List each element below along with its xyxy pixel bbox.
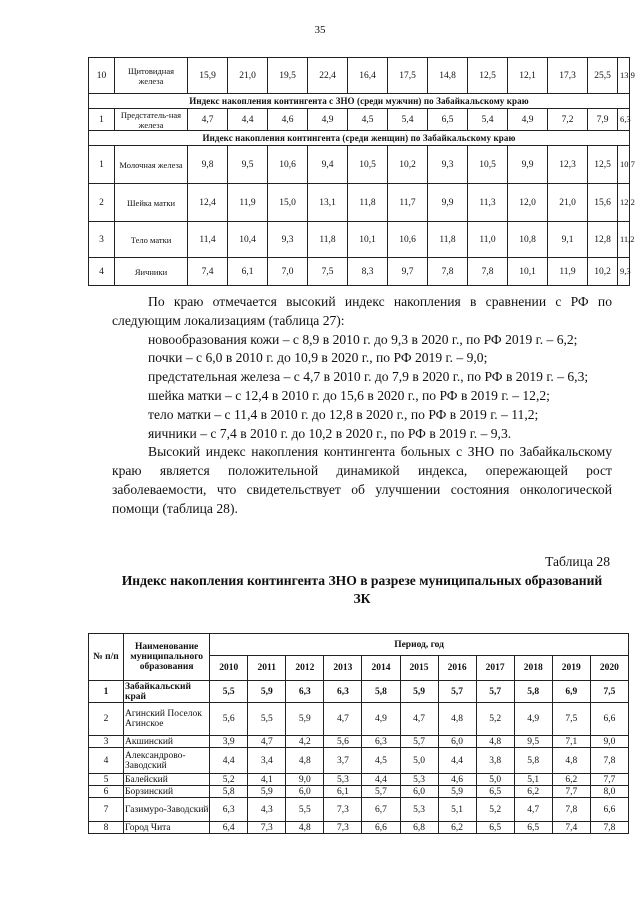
value-cell: 6,6 bbox=[590, 703, 628, 736]
value-cell: 5,6 bbox=[324, 736, 362, 748]
page-number: 35 bbox=[314, 24, 326, 36]
row-name: Шейка матки bbox=[115, 184, 188, 222]
table-row bbox=[89, 222, 630, 258]
value-cell: 3,4 bbox=[248, 748, 286, 774]
value-cell: 10,6 bbox=[388, 222, 428, 258]
value-cell: 3,7 bbox=[324, 748, 362, 774]
table-row bbox=[89, 184, 630, 222]
value-cell: 7,8 bbox=[428, 258, 468, 286]
value-cell: 5,7 bbox=[476, 681, 514, 703]
rf-value-cell: 13,9 bbox=[618, 58, 630, 94]
value-cell: 9,3 bbox=[268, 222, 308, 258]
value-cell: 6,5 bbox=[514, 822, 552, 834]
value-cell: 5,1 bbox=[514, 774, 552, 786]
value-cell: 21,0 bbox=[228, 58, 268, 94]
year-header: 2017 bbox=[476, 656, 514, 681]
value-cell: 5,9 bbox=[248, 681, 286, 703]
table-row bbox=[89, 703, 629, 736]
value-cell: 12,5 bbox=[468, 58, 508, 94]
header-name: Наименование муниципального образования bbox=[124, 634, 210, 681]
value-cell: 17,3 bbox=[548, 58, 588, 94]
section-title: Индекс накопления контингента с ЗНО (среди мужчин) по Забайкальскому краю bbox=[89, 94, 630, 109]
table-row bbox=[89, 798, 629, 822]
row-number: 1 bbox=[89, 109, 115, 131]
value-cell: 9,9 bbox=[508, 146, 548, 184]
value-cell: 4,4 bbox=[210, 748, 248, 774]
value-cell: 12,5 bbox=[588, 146, 618, 184]
value-cell: 7,3 bbox=[324, 798, 362, 822]
value-cell: 4,5 bbox=[362, 748, 400, 774]
value-cell: 5,9 bbox=[248, 786, 286, 798]
value-cell: 4,9 bbox=[362, 703, 400, 736]
value-cell: 4,9 bbox=[308, 109, 348, 131]
value-cell: 7,5 bbox=[308, 258, 348, 286]
value-cell: 4,7 bbox=[324, 703, 362, 736]
value-cell: 4,4 bbox=[362, 774, 400, 786]
value-cell: 9,9 bbox=[428, 184, 468, 222]
year-header: 2010 bbox=[210, 656, 248, 681]
value-cell: 7,9 bbox=[588, 109, 618, 131]
table-row bbox=[89, 681, 629, 703]
value-cell: 8,3 bbox=[348, 258, 388, 286]
row-name: Борзинский bbox=[124, 786, 210, 798]
table-heading: Индекс накопления контингента ЗНО в разрезе муниципальных образований ЗК bbox=[121, 573, 603, 606]
rf-value-cell: 6,3 bbox=[618, 109, 630, 131]
year-header: 2013 bbox=[324, 656, 362, 681]
value-cell: 9,7 bbox=[388, 258, 428, 286]
table-row bbox=[89, 774, 629, 786]
value-cell: 5,6 bbox=[210, 703, 248, 736]
paragraph: тело матки – с 11,4 в 2010 г. до 12,8 в 2020 г., по РФ в 2019 г. – 11,2; bbox=[148, 406, 539, 422]
value-cell: 12,8 bbox=[588, 222, 618, 258]
value-cell: 11,0 bbox=[468, 222, 508, 258]
value-cell: 6,7 bbox=[362, 798, 400, 822]
value-cell: 6,2 bbox=[438, 822, 476, 834]
value-cell: 14,8 bbox=[428, 58, 468, 94]
value-cell: 11,8 bbox=[348, 184, 388, 222]
table-row bbox=[89, 748, 629, 774]
value-cell: 6,2 bbox=[552, 774, 590, 786]
value-cell: 12,3 bbox=[548, 146, 588, 184]
row-number: 3 bbox=[89, 736, 124, 748]
value-cell: 5,9 bbox=[438, 786, 476, 798]
value-cell: 5,8 bbox=[362, 681, 400, 703]
value-cell: 11,9 bbox=[548, 258, 588, 286]
year-header: 2015 bbox=[400, 656, 438, 681]
value-cell: 15,9 bbox=[188, 58, 228, 94]
value-cell: 7,8 bbox=[590, 822, 628, 834]
table-row bbox=[89, 109, 630, 131]
value-cell: 6,1 bbox=[228, 258, 268, 286]
value-cell: 4,2 bbox=[286, 736, 324, 748]
value-cell: 6,5 bbox=[428, 109, 468, 131]
table-caption: Таблица 28 bbox=[545, 554, 610, 569]
row-name: Щитовидная железа bbox=[115, 58, 188, 94]
row-name: Тело матки bbox=[115, 222, 188, 258]
value-cell: 5,7 bbox=[438, 681, 476, 703]
value-cell: 9,3 bbox=[428, 146, 468, 184]
row-name: Яичники bbox=[115, 258, 188, 286]
value-cell: 11,8 bbox=[428, 222, 468, 258]
value-cell: 19,5 bbox=[268, 58, 308, 94]
row-number: 6 bbox=[89, 786, 124, 798]
value-cell: 4,5 bbox=[348, 109, 388, 131]
row-number: 4 bbox=[89, 258, 115, 286]
paragraph: предстательная железа – с 4,7 в 2010 г. до 7,9 в 2020 г., по РФ в 2019 г. – 6,3; bbox=[148, 369, 589, 385]
value-cell: 9,0 bbox=[286, 774, 324, 786]
value-cell: 5,8 bbox=[210, 786, 248, 798]
value-cell: 5,2 bbox=[210, 774, 248, 786]
value-cell: 9,0 bbox=[590, 736, 628, 748]
row-name: Газимуро-Заводский bbox=[124, 798, 210, 822]
row-name: Предстатель-ная железа bbox=[115, 109, 188, 131]
header-num: № п/п bbox=[89, 634, 124, 681]
rf-value-cell: 10.7 bbox=[618, 146, 630, 184]
value-cell: 4,6 bbox=[438, 774, 476, 786]
year-header: 2012 bbox=[286, 656, 324, 681]
value-cell: 12,0 bbox=[508, 184, 548, 222]
year-header: 2014 bbox=[362, 656, 400, 681]
value-cell: 6,0 bbox=[438, 736, 476, 748]
row-number: 2 bbox=[89, 184, 115, 222]
paragraph: новообразования кожи – с 8,9 в 2010 г. до 9,3 в 2020 г., по РФ 2019 г. – 6,2; bbox=[148, 331, 578, 347]
header-period: Период, год bbox=[210, 634, 629, 656]
table-row bbox=[89, 146, 630, 184]
value-cell: 5,3 bbox=[400, 774, 438, 786]
table-row bbox=[89, 786, 629, 798]
value-cell: 4,7 bbox=[248, 736, 286, 748]
value-cell: 13,1 bbox=[308, 184, 348, 222]
value-cell: 7,0 bbox=[268, 258, 308, 286]
row-number: 10 bbox=[89, 58, 115, 94]
value-cell: 10,1 bbox=[348, 222, 388, 258]
rf-value-cell: 9,3 bbox=[618, 258, 630, 286]
value-cell: 5,5 bbox=[248, 703, 286, 736]
municipal-index-table bbox=[88, 633, 629, 834]
year-header: 2018 bbox=[514, 656, 552, 681]
value-cell: 4,8 bbox=[438, 703, 476, 736]
value-cell: 6,3 bbox=[362, 736, 400, 748]
year-header: 2019 bbox=[552, 656, 590, 681]
value-cell: 7,4 bbox=[552, 822, 590, 834]
value-cell: 5,7 bbox=[400, 736, 438, 748]
value-cell: 9,1 bbox=[548, 222, 588, 258]
value-cell: 5,1 bbox=[438, 798, 476, 822]
row-number: 3 bbox=[89, 222, 115, 258]
value-cell: 6,3 bbox=[324, 681, 362, 703]
value-cell: 4,6 bbox=[268, 109, 308, 131]
value-cell: 3,9 bbox=[210, 736, 248, 748]
year-header: 2011 bbox=[248, 656, 286, 681]
value-cell: 9,5 bbox=[514, 736, 552, 748]
table-row bbox=[89, 736, 629, 748]
value-cell: 7,2 bbox=[548, 109, 588, 131]
value-cell: 4,7 bbox=[514, 798, 552, 822]
value-cell: 6,5 bbox=[476, 822, 514, 834]
value-cell: 4,9 bbox=[514, 703, 552, 736]
value-cell: 25,5 bbox=[588, 58, 618, 94]
value-cell: 9,8 bbox=[188, 146, 228, 184]
value-cell: 4,7 bbox=[188, 109, 228, 131]
value-cell: 5,3 bbox=[324, 774, 362, 786]
value-cell: 6,6 bbox=[362, 822, 400, 834]
value-cell: 10,6 bbox=[268, 146, 308, 184]
value-cell: 4,9 bbox=[508, 109, 548, 131]
value-cell: 7,8 bbox=[590, 748, 628, 774]
table-row bbox=[89, 258, 630, 286]
paragraph: По краю отмечается высокий индекс накопления в сравнении с РФ по следующим локализациям (таблица 27): bbox=[112, 294, 612, 328]
row-name: Забайкальский край bbox=[124, 681, 210, 703]
value-cell: 10,1 bbox=[508, 258, 548, 286]
paragraph: почки – с 6,0 в 2010 г. до 10,9 в 2020 г., по РФ 2019 г. – 9,0; bbox=[148, 350, 488, 366]
value-cell: 4,7 bbox=[400, 703, 438, 736]
value-cell: 7,3 bbox=[324, 822, 362, 834]
row-name: Акшинский bbox=[124, 736, 210, 748]
value-cell: 4,8 bbox=[552, 748, 590, 774]
value-cell: 10,5 bbox=[468, 146, 508, 184]
row-number: 8 bbox=[89, 822, 124, 834]
value-cell: 22,4 bbox=[308, 58, 348, 94]
row-number: 5 bbox=[89, 774, 124, 786]
value-cell: 11,9 bbox=[228, 184, 268, 222]
section-row bbox=[89, 131, 630, 146]
value-cell: 7,7 bbox=[590, 774, 628, 786]
value-cell: 4,4 bbox=[228, 109, 268, 131]
value-cell: 6,3 bbox=[210, 798, 248, 822]
value-cell: 7,7 bbox=[552, 786, 590, 798]
section-row bbox=[89, 94, 630, 109]
value-cell: 7,1 bbox=[552, 736, 590, 748]
row-name: Молочная железа bbox=[115, 146, 188, 184]
value-cell: 7,4 bbox=[188, 258, 228, 286]
value-cell: 21,0 bbox=[548, 184, 588, 222]
value-cell: 5,8 bbox=[514, 748, 552, 774]
paragraph: шейка матки – с 12,4 в 2010 г. до 15,6 в 2020 г., по РФ в 2019 г. – 12,2; bbox=[148, 387, 550, 403]
value-cell: 4,3 bbox=[248, 798, 286, 822]
row-number: 1 bbox=[89, 681, 124, 703]
value-cell: 11,8 bbox=[308, 222, 348, 258]
value-cell: 8,0 bbox=[590, 786, 628, 798]
value-cell: 6,9 bbox=[552, 681, 590, 703]
value-cell: 3,8 bbox=[476, 748, 514, 774]
value-cell: 5,4 bbox=[468, 109, 508, 131]
value-cell: 6,3 bbox=[286, 681, 324, 703]
row-number: 4 bbox=[89, 748, 124, 774]
value-cell: 4,1 bbox=[248, 774, 286, 786]
table-row bbox=[89, 58, 630, 94]
section-title: Индекс накопления контингента (среди женщин) по Забайкальскому краю bbox=[89, 131, 630, 146]
value-cell: 10,8 bbox=[508, 222, 548, 258]
value-cell: 7,5 bbox=[590, 681, 628, 703]
value-cell: 5,2 bbox=[476, 798, 514, 822]
value-cell: 17,5 bbox=[388, 58, 428, 94]
value-cell: 10,4 bbox=[228, 222, 268, 258]
value-cell: 4,4 bbox=[438, 748, 476, 774]
value-cell: 6,0 bbox=[400, 786, 438, 798]
value-cell: 6,4 bbox=[210, 822, 248, 834]
row-number: 2 bbox=[89, 703, 124, 736]
value-cell: 4,8 bbox=[286, 748, 324, 774]
value-cell: 5,9 bbox=[286, 703, 324, 736]
row-name: Город Чита bbox=[124, 822, 210, 834]
rf-value-cell: 11,2 bbox=[618, 222, 630, 258]
paragraph: Высокий индекс накопления контингента больных с ЗНО по Забайкальскому краю является положительной динамикой индекса, опережающей рост заболеваемости, что свидетельствует об улучшении состояния онкологической помощи (таблица 28). bbox=[112, 444, 612, 516]
value-cell: 11,3 bbox=[468, 184, 508, 222]
value-cell: 6,8 bbox=[400, 822, 438, 834]
value-cell: 5,0 bbox=[476, 774, 514, 786]
rf-value-cell: 12,2 bbox=[618, 184, 630, 222]
value-cell: 4,8 bbox=[286, 822, 324, 834]
value-cell: 11,7 bbox=[388, 184, 428, 222]
row-name: Балейский bbox=[124, 774, 210, 786]
row-number: 7 bbox=[89, 798, 124, 822]
value-cell: 10,2 bbox=[588, 258, 618, 286]
value-cell: 9,4 bbox=[308, 146, 348, 184]
table-row bbox=[89, 822, 629, 834]
value-cell: 5,9 bbox=[400, 681, 438, 703]
value-cell: 15,0 bbox=[268, 184, 308, 222]
row-number: 1 bbox=[89, 146, 115, 184]
value-cell: 7,8 bbox=[552, 798, 590, 822]
year-header: 2016 bbox=[438, 656, 476, 681]
value-cell: 6,1 bbox=[324, 786, 362, 798]
value-cell: 5,5 bbox=[210, 681, 248, 703]
value-cell: 5,2 bbox=[476, 703, 514, 736]
value-cell: 6,2 bbox=[514, 786, 552, 798]
value-cell: 10,2 bbox=[388, 146, 428, 184]
value-cell: 5,0 bbox=[400, 748, 438, 774]
value-cell: 5,5 bbox=[286, 798, 324, 822]
value-cell: 12,1 bbox=[508, 58, 548, 94]
value-cell: 5,8 bbox=[514, 681, 552, 703]
value-cell: 4,8 bbox=[476, 736, 514, 748]
row-name: Агинский Поселок Агинское bbox=[124, 703, 210, 736]
year-header: 2020 bbox=[590, 656, 628, 681]
value-cell: 15,6 bbox=[588, 184, 618, 222]
localization-index-table bbox=[88, 57, 635, 286]
value-cell: 5,7 bbox=[362, 786, 400, 798]
value-cell: 6,0 bbox=[286, 786, 324, 798]
value-cell: 7,8 bbox=[468, 258, 508, 286]
paragraph: яичники – с 7,4 в 2010 г. до 10,2 в 2020 г., по РФ в 2019 г. – 9,3. bbox=[148, 425, 512, 441]
value-cell: 6,6 bbox=[590, 798, 628, 822]
value-cell: 12,4 bbox=[188, 184, 228, 222]
row-name: Александрово-Заводский bbox=[124, 748, 210, 774]
value-cell: 11,4 bbox=[188, 222, 228, 258]
value-cell: 6,5 bbox=[476, 786, 514, 798]
value-cell: 5,4 bbox=[388, 109, 428, 131]
value-cell: 7,3 bbox=[248, 822, 286, 834]
value-cell: 5,3 bbox=[400, 798, 438, 822]
value-cell: 7,5 bbox=[552, 703, 590, 736]
value-cell: 10,5 bbox=[348, 146, 388, 184]
value-cell: 9,5 bbox=[228, 146, 268, 184]
value-cell: 16,4 bbox=[348, 58, 388, 94]
body-text bbox=[112, 293, 612, 519]
